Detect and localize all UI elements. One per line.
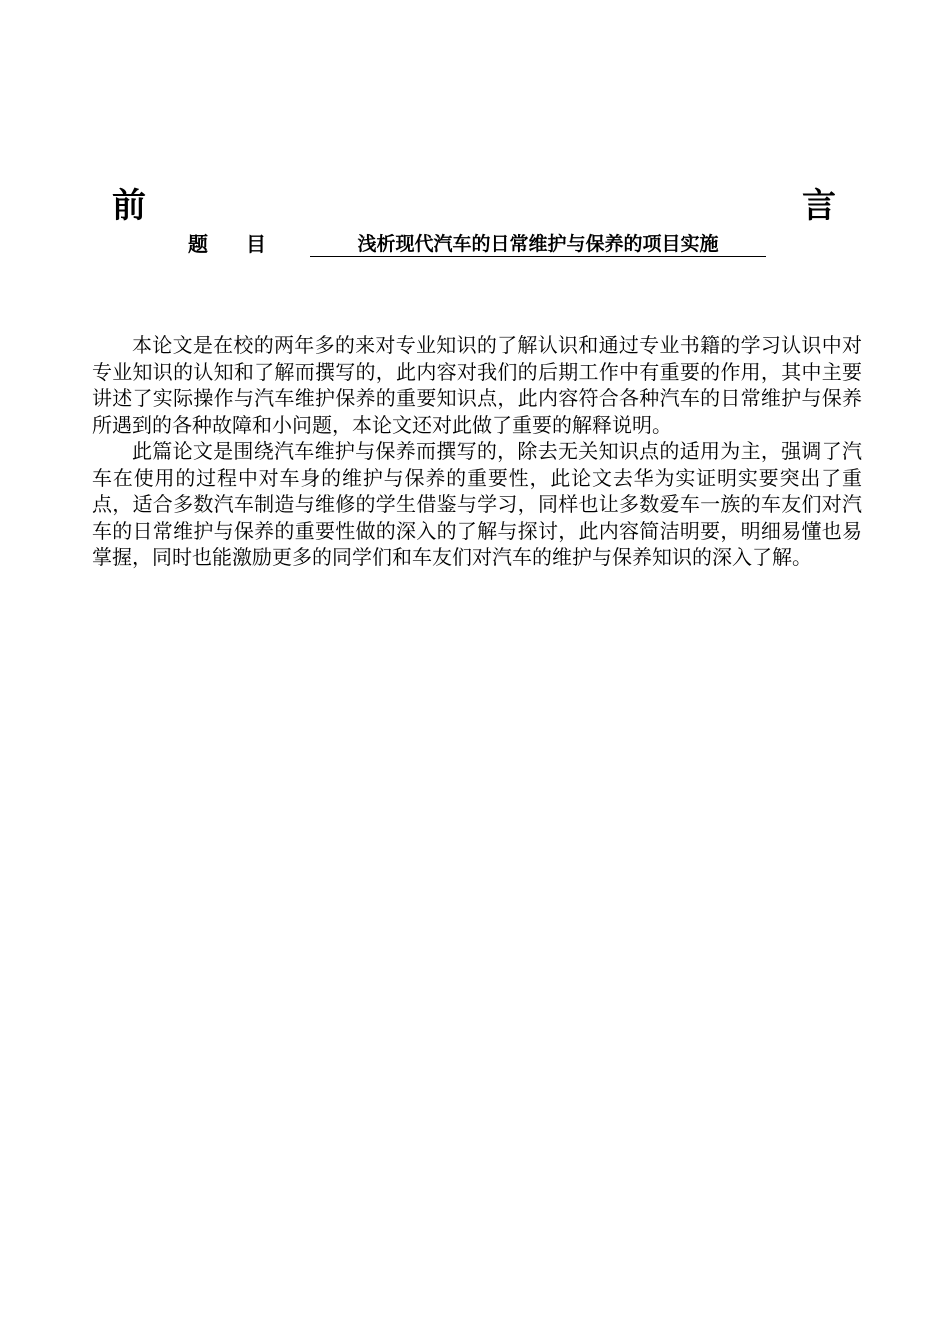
topic-label: 题目 xyxy=(188,232,304,256)
topic-title: 浅析现代汽车的日常维护与保养的项目实施 xyxy=(310,232,766,257)
preface-body xyxy=(92,332,862,571)
paragraph-2: 此篇论文是围绕汽车维护与保养而撰写的，除去无关知识点的适用为主，强调了汽车在使用的过程中对车身的维护与保养的重要性，此论文去华为实证明实要突出了重点，适合多数汽车制造与维修的学生借鉴与学习，同样也让多数爱车一族的车友们对汽车的日常维护与保养的重要性做的深入的了解与探讨，此内容简洁明要，明细易懂也易掌握，同时也能激励更多的同学们和车友们对汽车的维护与保养知识的深入了解。 xyxy=(92,439,862,569)
paragraph-1: 本论文是在校的两年多的来对专业知识的了解认识和通过专业书籍的学习认识中对专业知识的认知和了解而撰写的，此内容对我们的后期工作中有重要的作用，其中主要讲述了实际操作与汽车维护保养的重要知识点，此内容符合各种汽车的日常维护与保养所遇到的各种故障和小问题，本论文还对此做了重要的解释说明。 xyxy=(92,333,862,437)
heading-char-right: 言 xyxy=(802,186,836,226)
heading-char-left: 前 xyxy=(112,186,146,226)
